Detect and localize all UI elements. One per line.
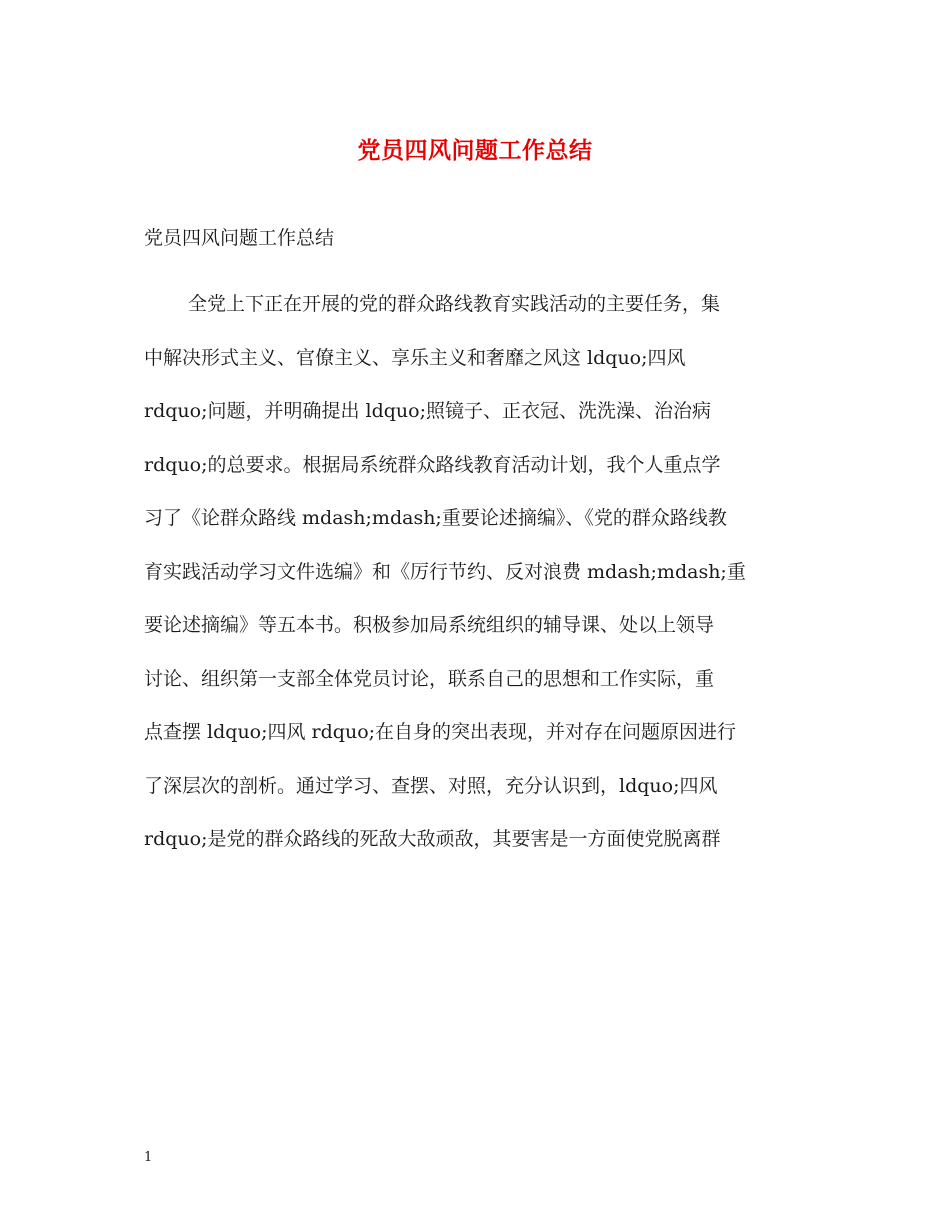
- document-subtitle: 党员四风问题工作总结: [144, 227, 335, 249]
- document-title: 党员四风问题工作总结: [357, 137, 593, 164]
- body-line: 了深层次的剖析。通过学习、查摆、对照，充分认识到，ldquo;四风: [144, 774, 718, 797]
- body-line: 讨论、组织第一支部全体党员讨论，联系自己的思想和工作实际，重: [144, 667, 715, 690]
- document-body: [144, 278, 809, 867]
- body-line: 中解决形式主义、官僚主义、享乐主义和奢靡之风这 ldquo;四风: [144, 346, 686, 369]
- body-line: 点查摆 ldquo;四风 rdquo;在自身的突出表现，并对存在问题原因进行: [144, 721, 737, 743]
- body-line: 育实践活动学习文件选编》和《厉行节约、反对浪费 mdash;mdash;重: [144, 560, 746, 583]
- body-line: rdquo;的总要求。根据局系统群众路线教育活动计划，我个人重点学: [144, 453, 721, 476]
- body-line: rdquo;是党的群众路线的死敌大敌顽敌，其要害是一方面使党脱离群: [144, 828, 721, 850]
- body-line: rdquo;问题，并明确提出 ldquo;照镜子、正衣冠、洗洗澡、治治病: [144, 400, 712, 422]
- page-number: 1: [144, 1150, 153, 1165]
- body-line: 全党上下正在开展的党的群众路线教育实践活动的主要任务，集: [188, 293, 721, 315]
- body-line: 要论述摘编》等五本书。积极参加局系统组织的辅导课、处以上领导: [144, 614, 715, 636]
- body-line: 习了《论群众路线 mdash;mdash;重要论述摘编》、《党的群众路线教: [144, 507, 727, 529]
